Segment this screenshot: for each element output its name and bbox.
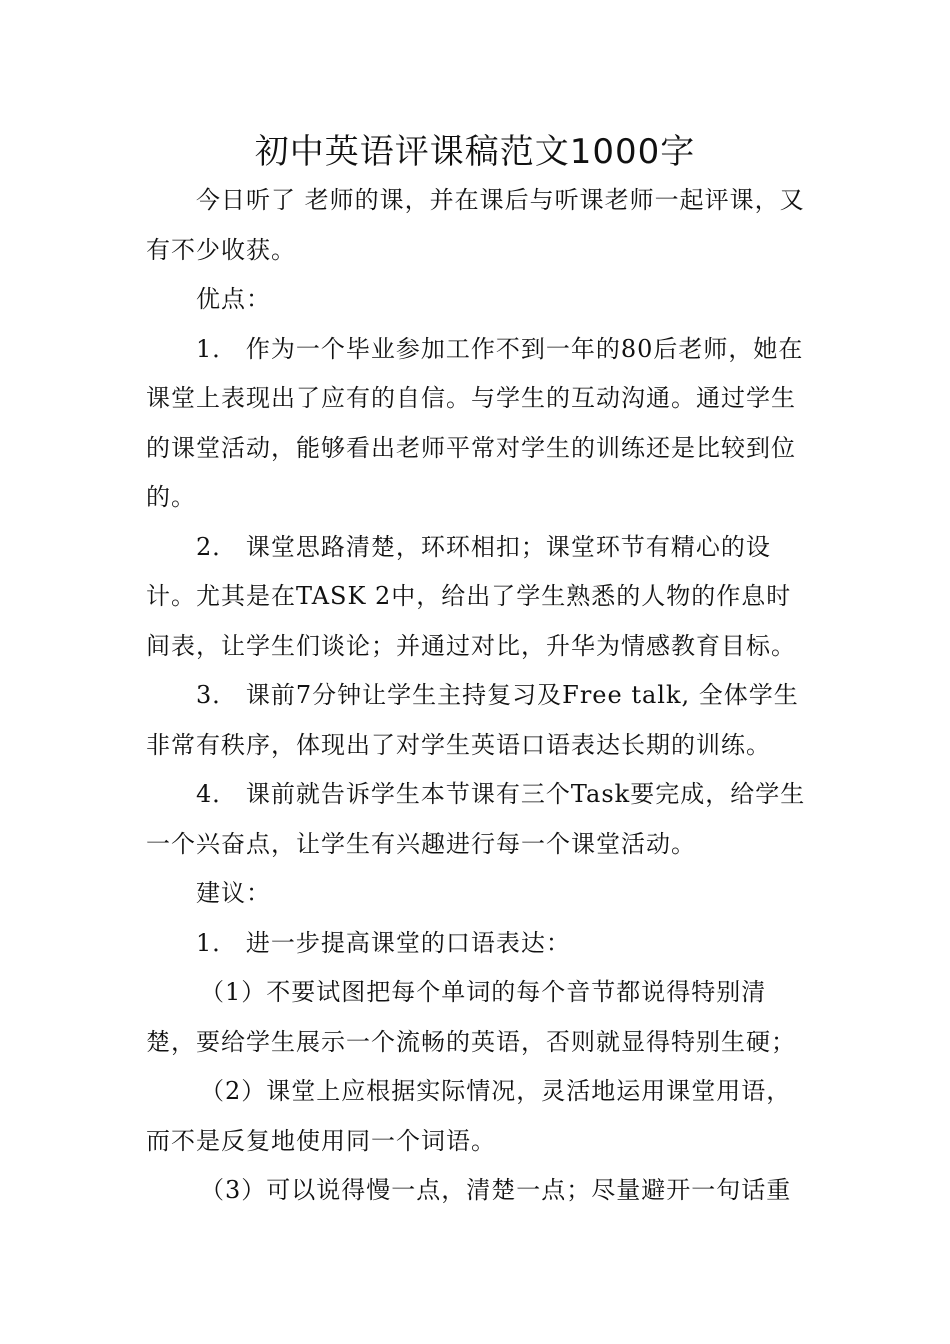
- paragraph-suggestion-1-item-2: （2）课堂上应根据实际情况，灵活地运用课堂用语，而不是反复地使用同一个词语。: [146, 1077, 792, 1155]
- document-body: [146, 176, 810, 1216]
- page-title: 初中英语评课稿范文1000字: [254, 132, 696, 172]
- heading-advantages: 优点：: [196, 285, 271, 313]
- paragraph-suggestion-1-item-3: （3）可以说得慢一点，清楚一点；尽量避开一句话重: [200, 1176, 792, 1204]
- paragraph-advantage-4: 4． 课前就告诉学生本节课有三个Task要完成，给学生一个兴奋点，让学生有兴趣进行每一个课堂活动。: [146, 780, 806, 858]
- paragraph-suggestion-1: 1． 进一步提高课堂的口语表达：: [196, 928, 571, 957]
- paragraph-advantage-3: 3． 课前7分钟让学生主持复习及Free talk, 全体学生非常有秩序，体现出了对学生英语口语表达长期的训练。: [146, 681, 799, 759]
- paragraph-advantage-1: 1． 作为一个毕业参加工作不到一年的80后老师，她在课堂上表现出了应有的自信。与学生的互动沟通。通过学生的课堂活动，能够看出老师平常对学生的训练还是比较到位的。: [146, 334, 804, 511]
- heading-suggestions: 建议：: [196, 879, 271, 907]
- paragraph-advantage-2: 2． 课堂思路清楚，环环相扣；课堂环节有精心的设计。尤其是在TASK 2中，给出了学生熟悉的人物的作息时间表，让学生们谈论；并通过对比，升华为情感教育目标。: [146, 532, 796, 660]
- paragraph-intro: 今日听了 老师的课，并在课后与听课老师一起评课，又有不少收获。: [146, 186, 805, 264]
- paragraph-suggestion-1-item-1: （1）不要试图把每个单词的每个音节都说得特别清楚，要给学生展示一个流畅的英语，否则就显得特别生硬；: [146, 978, 796, 1056]
